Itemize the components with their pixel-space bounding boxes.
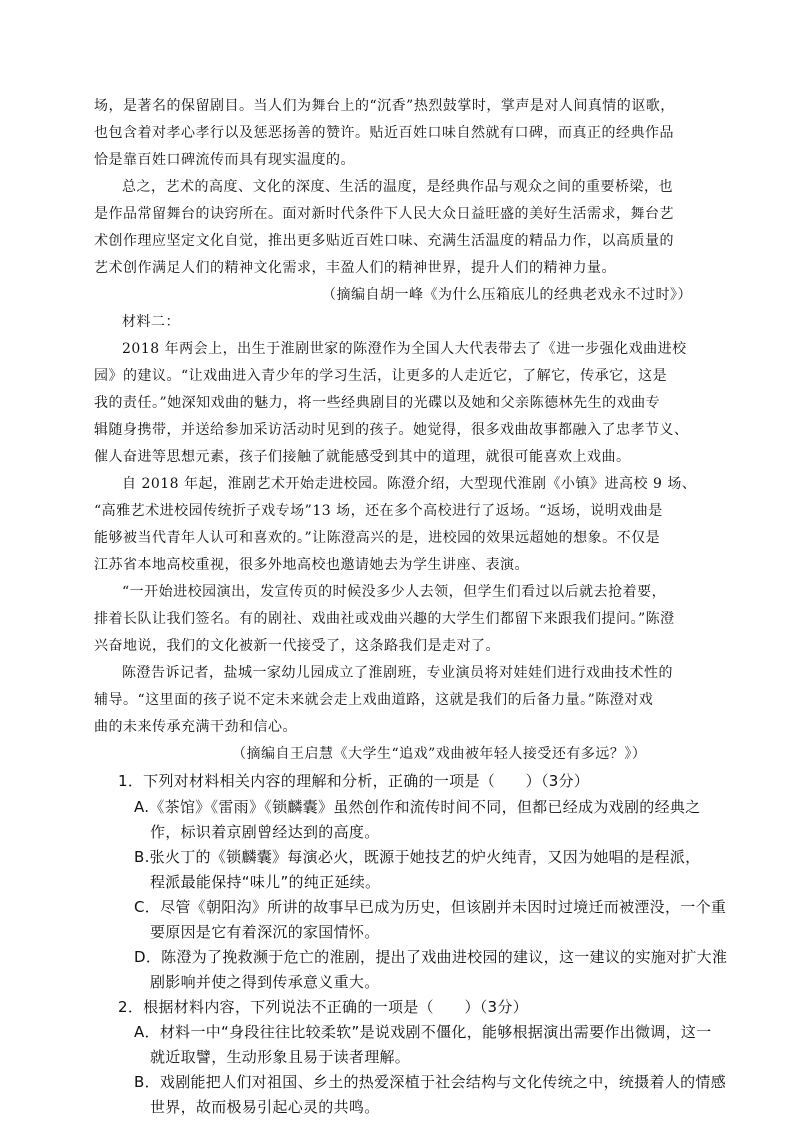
material-2-heading: 材料二： xyxy=(122,314,180,330)
intro-line-1: 场，是著名的保留剧目。当人们为舞台上的“沉香”热烈鼓掌时，掌声是对人间真情的讴歌， xyxy=(94,98,675,114)
m2-p1-line-2: 园》的建议。“让戏曲进入青少年的学习生活，让更多的人走近它，了解它，传承它，这是 xyxy=(94,368,668,384)
conclusion-line-3: 术创作理应坚定文化自觉，推出更多贴近百姓口味、充满生活温度的精品力作，以高质量的 xyxy=(94,233,674,249)
source-citation-2: （摘编自王启慧《大学生“追戏”戏曲被年轻人接受还有多远？》） xyxy=(232,746,647,762)
q1-option-a-line-2: 作，标识着京剧曾经达到的高度。 xyxy=(150,823,380,841)
question-1-stem: 1．下列对材料相关内容的理解和分析，正确的一项是（ ）（3分） xyxy=(118,772,590,790)
m2-p3-line-1: “一开始进校园演出，发宣传页的时候没多少人去领，但学生们看过以后就去抢着要， xyxy=(122,584,667,600)
source-citation-1: （摘编自胡一峰《为什么压箱底儿的经典老戏永不过时》） xyxy=(322,287,692,303)
m2-p3-line-2: 排着长队让我们签名。有的剧社、戏曲社或戏曲兴趣的大学生们都留下来跟我们提问。”陈澄 xyxy=(94,611,675,627)
m2-p4-line-3: 曲的未来传承充满干劲和信心。 xyxy=(94,719,297,735)
m2-p1-line-4: 辑随身携带，并送给参加采访活动时见到的孩子。她觉得，很多戏曲故事都融入了忠孝节义、 xyxy=(94,422,689,438)
conclusion-line-2: 是作品常留舞台的诀窍所在。面对新时代条件下人民大众日益旺盛的美好生活需求，舞台艺 xyxy=(94,206,674,222)
intro-line-2: 也包含着对孝心孝行以及惩恶扬善的赞许。贴近百姓口味自然就有口碑，而真正的经典作品 xyxy=(94,125,674,141)
m2-p2-line-3: 能够被当代青年人认可和喜欢的。”让陈澄高兴的是，进校园的效果远超她的想象。不仅是 xyxy=(94,530,661,546)
q1-option-c-line-1[interactable]: C．尽管《朝阳沟》所讲的故事早已成为历史，但该剧并未因时过境迁而被湮没，一个重 xyxy=(134,898,727,916)
conclusion-line-4: 艺术创作满足人们的精神文化需求，丰盈人们的精神世界，提升人们的精神力量。 xyxy=(94,260,616,276)
conclusion-line-1: 总之，艺术的高度、文化的深度、生活的温度，是经典作品与观众之间的重要桥梁，也 xyxy=(122,179,673,195)
q2-option-b-line-2: 世界，故而极易引起心灵的共鸣。 xyxy=(150,1098,380,1116)
q1-option-b-line-1[interactable]: B.张火丁的《锁麟囊》每演必火，既源于她技艺的炉火纯青，又因为她唱的是程派， xyxy=(134,848,701,866)
m2-p2-line-1: 自 2018 年起，淮剧艺术开始走进校园。陈澄介绍，大型现代淮剧《小镇》进高校 9 场、 xyxy=(122,476,697,492)
q2-option-a-line-1[interactable]: A．材料一中“身段往往比较柔软”是说戏剧不僵化，能够根据演出需要作出微调，这一 xyxy=(134,1023,712,1041)
question-2-stem: 2．根据材料内容，下列说法不正确的一项是（ ）（3分） xyxy=(118,998,528,1016)
q2-option-b-line-1[interactable]: B．戏剧能把人们对祖国、乡土的热爱深植于社会结构与文化传统之中，统摄着人的情感 xyxy=(134,1073,726,1091)
q1-option-d-line-1[interactable]: D．陈澄为了挽救濒于危亡的淮剧，提出了戏曲进校园的建议，这一建议的实施对扩大淮 xyxy=(134,948,728,966)
q2-option-a-line-2: 就近取譬，生动形象且易于读者理解。 xyxy=(150,1048,411,1066)
q1-option-d-line-2: 剧影响并使之得到传承意义重大。 xyxy=(150,973,380,991)
intro-line-3: 恰是靠百姓口碑流传而具有现实温度的。 xyxy=(94,152,355,168)
m2-p1-line-3: 我的责任。”她深知戏曲的魅力，将一些经典剧目的光碟以及她和父亲陈德林先生的戏曲专 xyxy=(94,395,661,411)
q1-option-b-line-2: 程派最能保持“味儿”的纯正延续。 xyxy=(150,873,381,891)
m2-p3-line-3: 兴奋地说，我们的文化被新一代接受了，这条路我们是走对了。 xyxy=(94,638,500,654)
q1-option-c-line-2: 要原因是它有着深沉的家国情怀。 xyxy=(150,923,380,941)
m2-p1-line-5: 催人奋进等思想元素，孩子们接触了就能感受到其中的道理，就很可能喜欢上戏曲。 xyxy=(94,449,631,465)
m2-p4-line-1: 陈澄告诉记者，盐城一家幼儿园成立了淮剧班，专业演员将对娃娃们进行戏曲技术性的 xyxy=(122,665,673,681)
m2-p4-line-2: 辅导。“这里面的孩子说不定未来就会走上戏曲道路，这就是我们的后备力量。”陈澄对戏 xyxy=(94,692,654,708)
m2-p2-line-4: 江苏省本地高校重视，很多外地高校也邀请她去为学生讲座、表演。 xyxy=(94,557,529,573)
m2-p1-line-1: 2018 年两会上，出生于淮剧世家的陈澄作为全国人大代表带去了《进一步强化戏曲进校 xyxy=(122,341,687,357)
q1-option-a-line-1[interactable]: A.《茶馆》《雷雨》《锁麟囊》虽然创作和流传时间不同，但都已经成为戏剧的经典之 xyxy=(134,798,701,816)
m2-p2-line-2: “高雅艺术进校园传统折子戏专场”13 场，还在多个高校进行了返场。“返场，说明戏曲是 xyxy=(94,503,663,519)
